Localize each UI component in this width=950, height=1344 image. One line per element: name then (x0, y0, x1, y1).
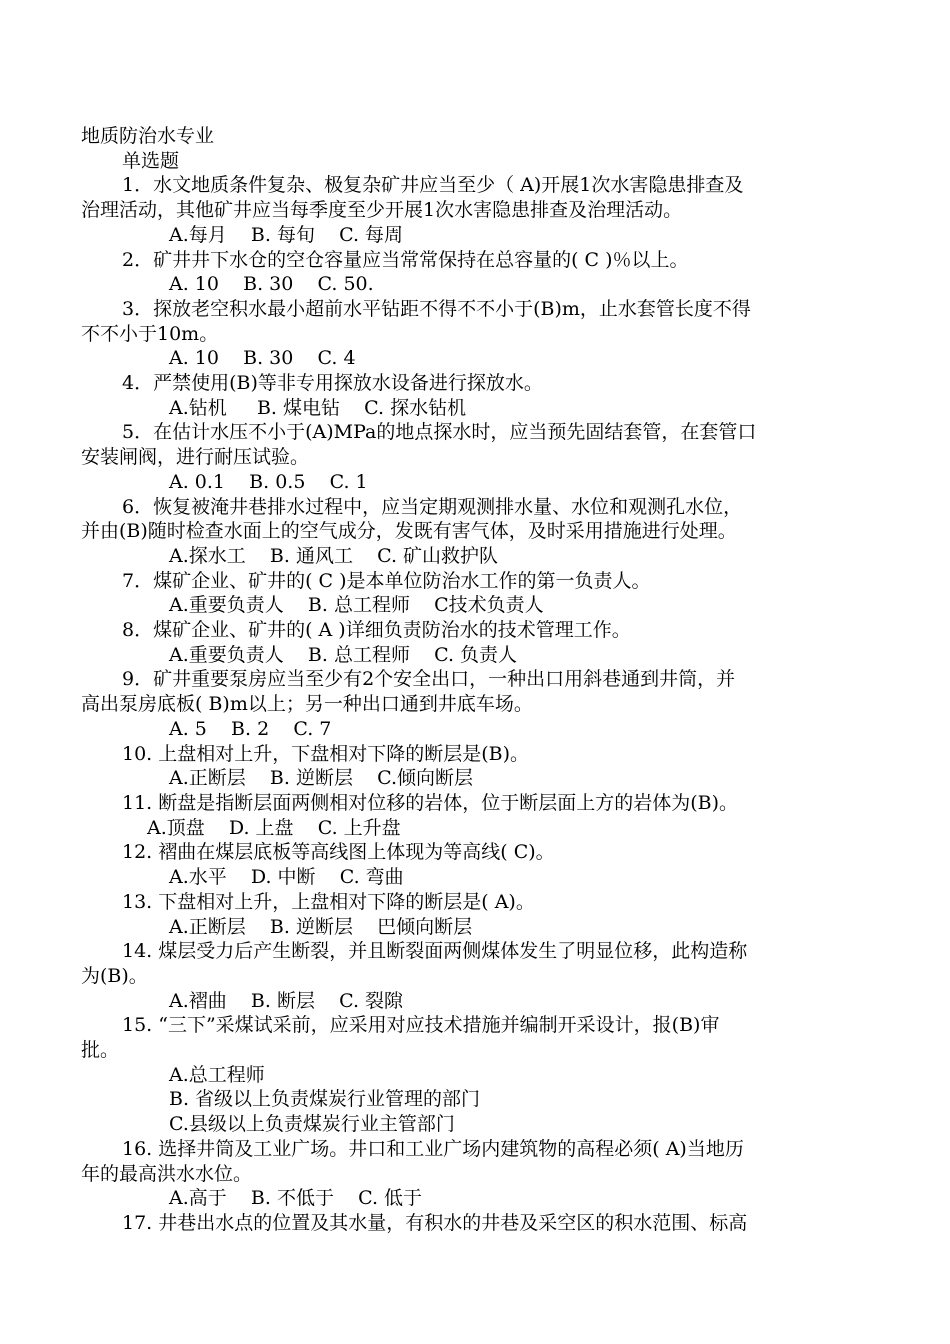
text-line: 4．严禁使用(B)等非专用探放水设备进行探放水。 (122, 372, 543, 395)
text-line: 13. 下盘相对上升，上盘相对下降的断层是( A)。 (122, 890, 535, 913)
text-line: 治理活动，其他矿井应当每季度至少开展1次水害隐患排查及治理活动。 (81, 199, 683, 222)
text-line: A.每月 B. 每旬 C. 每周 (169, 223, 404, 246)
text-line: A.重要负责人 B. 总工程师 C技术负责人 (169, 594, 544, 617)
text-line: 5．在估计水压不小于(A)MPa的地点探水时，应当预先固结套管，在套管口 (122, 421, 757, 444)
text-line: B. 省级以上负责煤炭行业管理的部门 (169, 1088, 481, 1111)
text-line: 2．矿井井下水仓的空仓容量应当常常保持在总容量的( C )％以上。 (122, 248, 689, 271)
text-line: 8．煤矿企业、矿井的( A )详细负责防治水的技术管理工作。 (122, 619, 631, 642)
text-line: A.顶盘 D. 上盘 C. 上升盘 (147, 816, 401, 839)
text-line: 高出泵房底板( B)m以上；另一种出口通到井底车场。 (81, 693, 533, 716)
text-line: 10. 上盘相对上升，下盘相对下降的断层是(B)。 (122, 742, 530, 765)
text-line: 11. 断盘是指断层面两侧相对位移的岩体，位于断层面上方的岩体为(B)。 (122, 791, 739, 814)
text-line: A.探水工 B. 通风工 C. 矿山救护队 (169, 544, 499, 567)
text-line: A. 0.1 B. 0.5 C. 1 (169, 470, 368, 493)
text-line: 3．探放老空积水最小超前水平钻距不得不不小于(B)m，止水套管长度不得 (122, 297, 751, 320)
text-line: 不不小于10m。 (81, 322, 219, 345)
text-line: C.县级以上负责煤炭行业主管部门 (169, 1113, 455, 1136)
text-line: A.正断层 B. 逆断层 C.倾向断层 (169, 767, 474, 790)
text-line: 15. “三下”采煤试采前，应采用对应技术措施并编制开采设计，报(B)审 (122, 1014, 720, 1037)
document-page (81, 124, 871, 1236)
text-line: A.高于 B. 不低于 C. 低于 (169, 1187, 423, 1210)
text-line: 批。 (81, 1039, 120, 1062)
text-line: 9．矿井重要泵房应当至少有2个安全出口，一种出口用斜巷通到井筒，并 (122, 668, 736, 691)
text-line: A.钻机 B. 煤电钻 C. 探水钻机 (169, 396, 467, 419)
text-line: A.水平 D. 中断 C. 弯曲 (169, 866, 404, 889)
text-line: A.褶曲 B. 断层 C. 裂隙 (169, 989, 404, 1012)
doc-title: 地质防治水专业 (81, 125, 215, 147)
text-line: 1．水文地质条件复杂、极复杂矿井应当至少（ A)开展1次水害隐患排查及 (122, 174, 744, 197)
text-line: 7．煤矿企业、矿井的( C )是本单位防治水工作的第一负责人。 (122, 569, 651, 592)
question-list (81, 173, 871, 1235)
text-line: 并由(B)随时检查水面上的空气成分，发既有害气体，及时采用措施进行处理。 (81, 520, 737, 543)
text-line: A.正断层 B. 逆断层 巴倾向断层 (169, 915, 473, 938)
text-line: A.总工程师 (169, 1063, 265, 1086)
text-line: A. 10 B. 30 C. 4 (169, 347, 356, 370)
section-heading: 单选题 (122, 149, 180, 172)
text-line: 12. 褶曲在煤层底板等高线图上体现为等高线( C)。 (122, 841, 555, 864)
text-line: 年的最高洪水水位。 (81, 1162, 253, 1185)
text-line: 16. 选择井筒及工业广场。井口和工业广场内建筑物的高程必须( A)当地历 (122, 1137, 744, 1160)
text-line: A. 10 B. 30 C. 50. (169, 273, 374, 296)
text-line: 6．恢复被淹井巷排水过程中，应当定期观测排水量、水位和观测孔水位， (122, 495, 743, 518)
text-line: 17. 井巷出水点的位置及其水量，有积水的井巷及采空区的积水范围、标高 (122, 1211, 748, 1234)
text-line: 14. 煤层受力后产生断裂，并且断裂面两侧煤体发生了明显位移，此构造称 (122, 940, 748, 963)
text-line: A. 5 B. 2 C. 7 (169, 717, 332, 740)
text-line: A.重要负责人 B. 总工程师 C. 负责人 (169, 643, 518, 666)
text-line: 安装闸阀，进行耐压试验。 (81, 446, 310, 469)
text-line: 为(B)。 (81, 964, 148, 987)
